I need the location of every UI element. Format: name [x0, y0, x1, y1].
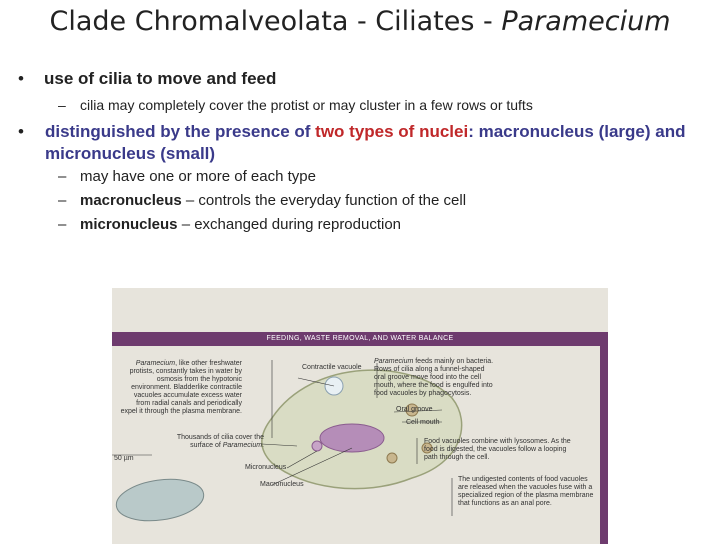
macronucleus-shape: [320, 424, 384, 452]
anal-pore-label: The undigested contents of food vacuoles are released when the vacuoles fuse with a specialized region of the plasma membrane that functions as an anal pore.: [458, 476, 594, 507]
oral-groove-label: Oral groove: [396, 406, 433, 413]
micronucleus-shape: [312, 441, 322, 451]
scale-bar-label: 50 µm: [114, 455, 134, 462]
food-vacuole: [387, 453, 397, 463]
title-italic: Paramecium: [501, 6, 671, 37]
bullet-dot: •: [18, 122, 24, 141]
osmosis-label: Paramecium, like other freshwater protists, constantly takes in water by osmosis from the hypotonic environment. Bladderlike contractile vacuoles accumulate excess water from radial canals and periodically expel it through the plasma membrane.: [120, 360, 242, 415]
bullet-1-text: use of cilia to move and feed: [44, 69, 277, 88]
micronucleus-label: Micronucleus: [245, 464, 287, 471]
sub-bullet-text: cilia may completely cover the protist or may cluster in a few rows or tufts: [80, 97, 533, 113]
bullet-1: [18, 69, 276, 89]
sub-bullet-2-3: – micronucleus – exchanged during reproduction: [58, 216, 402, 233]
macronucleus-label: Macronucleus: [260, 481, 304, 488]
paramecium-figure: [112, 288, 608, 544]
bullet-dot: •: [18, 69, 24, 88]
slide-title: [0, 6, 720, 37]
title-text: Clade Chromalveolata - Ciliates -: [49, 6, 502, 37]
highlight-red: two types of nuclei: [315, 122, 469, 141]
sub-bullet-2-1: – may have one or more of each type: [58, 168, 316, 185]
figure-border: [600, 332, 608, 544]
micrograph: [114, 474, 207, 526]
sub-bullet-1-1: [58, 97, 533, 113]
bullet-2-text: distinguished by the presence of two types of nuclei: macronucleus (large) and micronucleus (small): [45, 122, 686, 163]
cilia-label: Thousands of cilia cover the surface of Paramecium.: [176, 434, 264, 449]
bullet-2: [18, 121, 698, 165]
food-vacuole-label: Food vacuoles combine with lysosomes. As the food is digested, the vacuoles follow a looping path through the cell.: [424, 438, 571, 461]
dash: –: [58, 97, 66, 113]
contractile-vacuole-label: Contractile vacuole: [302, 364, 362, 371]
cell-mouth-label: Cell mouth: [406, 419, 440, 426]
sub-bullet-2-2: – macronucleus – controls the everyday function of the cell: [58, 192, 467, 209]
feeding-label: Paramecium feeds mainly on bacteria. Rows of cilia along a funnel-shaped oral groove move food into the cell mouth, where the food is engulfed into food vacuoles by phagocytosis.: [374, 358, 494, 397]
figure-banner: FEEDING, WASTE REMOVAL, AND WATER BALANCE: [112, 332, 608, 346]
